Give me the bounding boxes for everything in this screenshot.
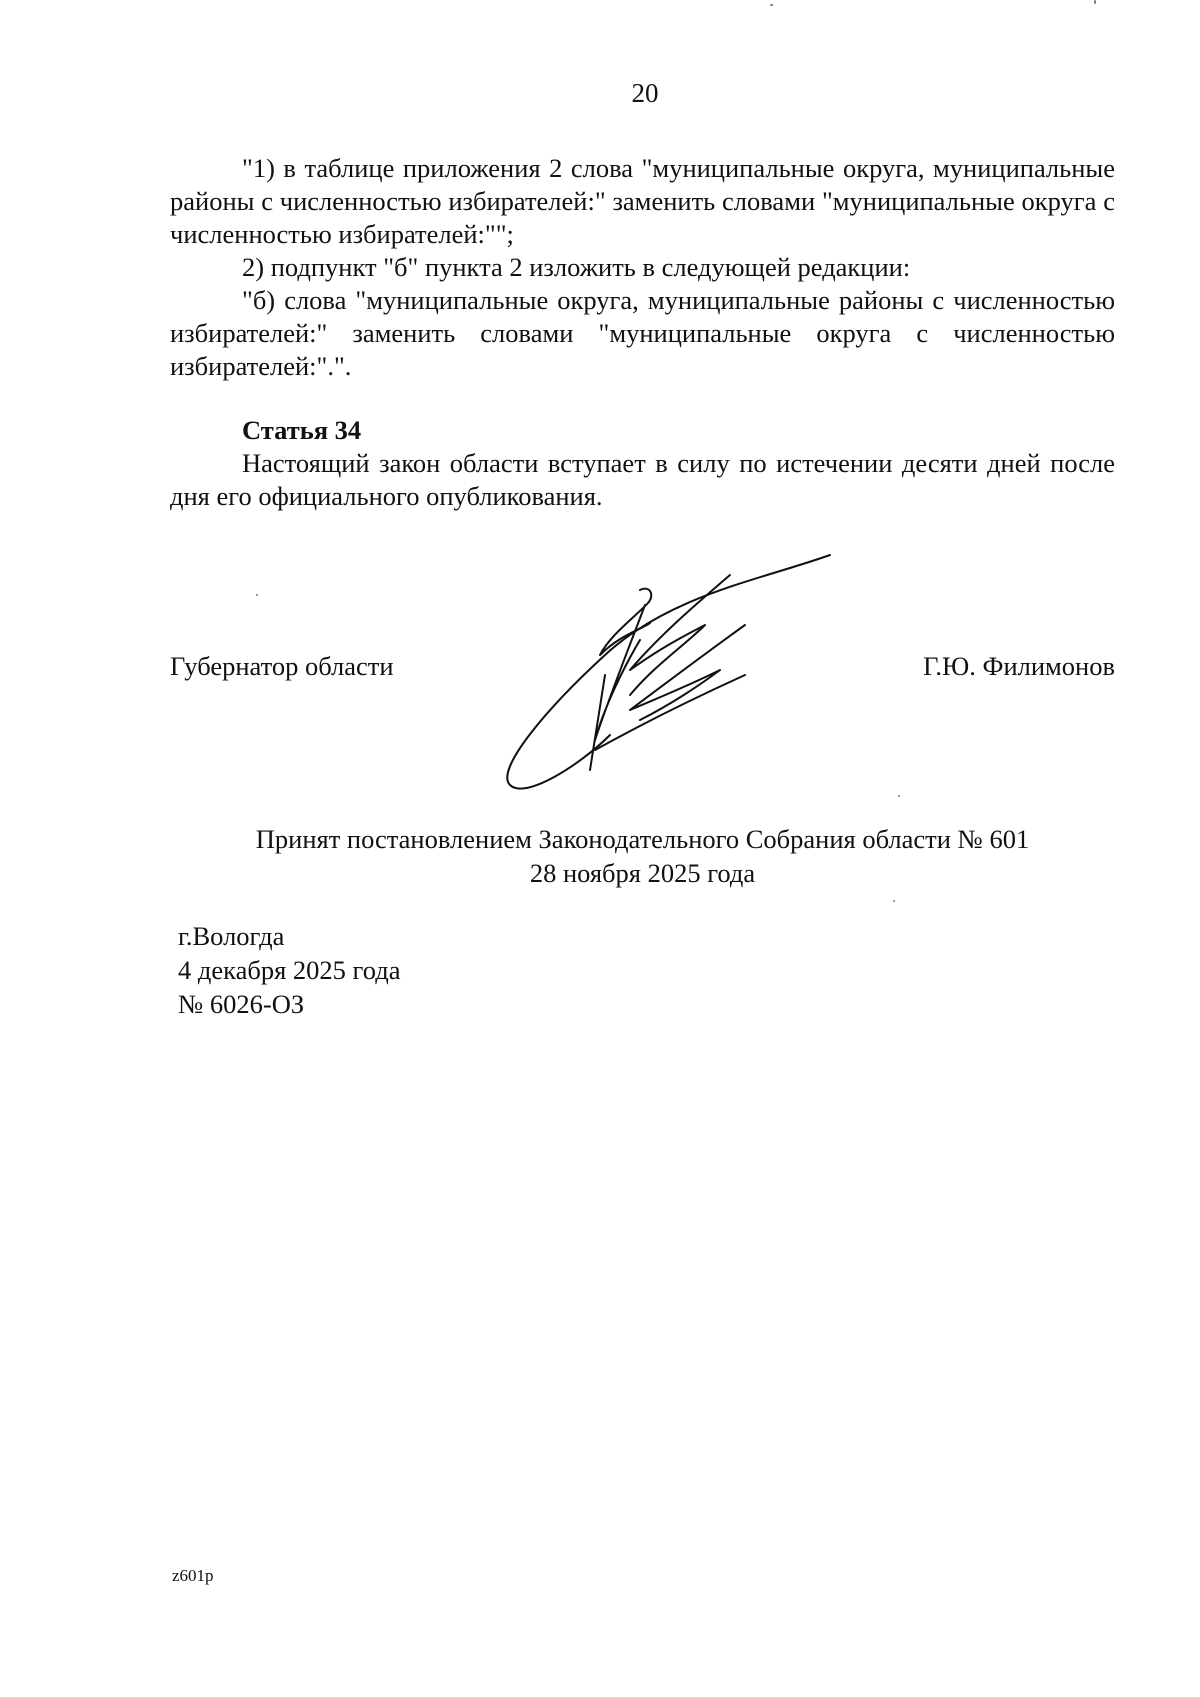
- adoption-resolution: Принят постановлением Законодательного Собрания области № 601: [255, 824, 1030, 854]
- signer-title: Губернатор области: [170, 651, 394, 681]
- adoption-date: 28 ноября 2025 года: [529, 858, 756, 888]
- law-number: № 6026-ОЗ: [178, 989, 305, 1019]
- page-number: 20: [631, 78, 659, 108]
- handwritten-signature: [490, 545, 840, 795]
- article-heading: Статья 34: [242, 415, 362, 445]
- article-section: [170, 414, 1115, 513]
- amendment-paragraph-1: "1) в таблице приложения 2 слова "муниципальные округа, муниципальные районы с численностью избирателей:" заменить словами "муниципальные округа с численностью избирателей:"";: [170, 153, 1115, 249]
- scan-speck: [770, 4, 773, 6]
- place-date-number-block: [178, 919, 400, 1021]
- amendment-paragraph-2: 2) подпункт "б" пункта 2 изложить в следующей редакции:: [242, 252, 911, 282]
- document-code: z601p: [172, 1566, 214, 1585]
- scan-speck: [1094, 0, 1096, 4]
- scan-speck: [256, 594, 258, 596]
- signing-city: г.Вологда: [178, 921, 285, 951]
- adoption-block: [170, 822, 1115, 890]
- article-text: Настоящий закон области вступает в силу по истечении десяти дней после дня его официального опубликования.: [170, 448, 1115, 511]
- signing-date: 4 декабря 2025 года: [178, 955, 401, 985]
- signer-name: Г.Ю. Филимонов: [923, 651, 1115, 681]
- amendment-paragraph-3: "б) слова "муниципальные округа, муниципальные районы с численностью избирателей:" заменить словами "муниципальные округа с численностью избирателей:".".: [170, 285, 1115, 381]
- scan-speck: [898, 795, 900, 797]
- scan-speck: [893, 900, 895, 902]
- amendments-section: [170, 152, 1115, 383]
